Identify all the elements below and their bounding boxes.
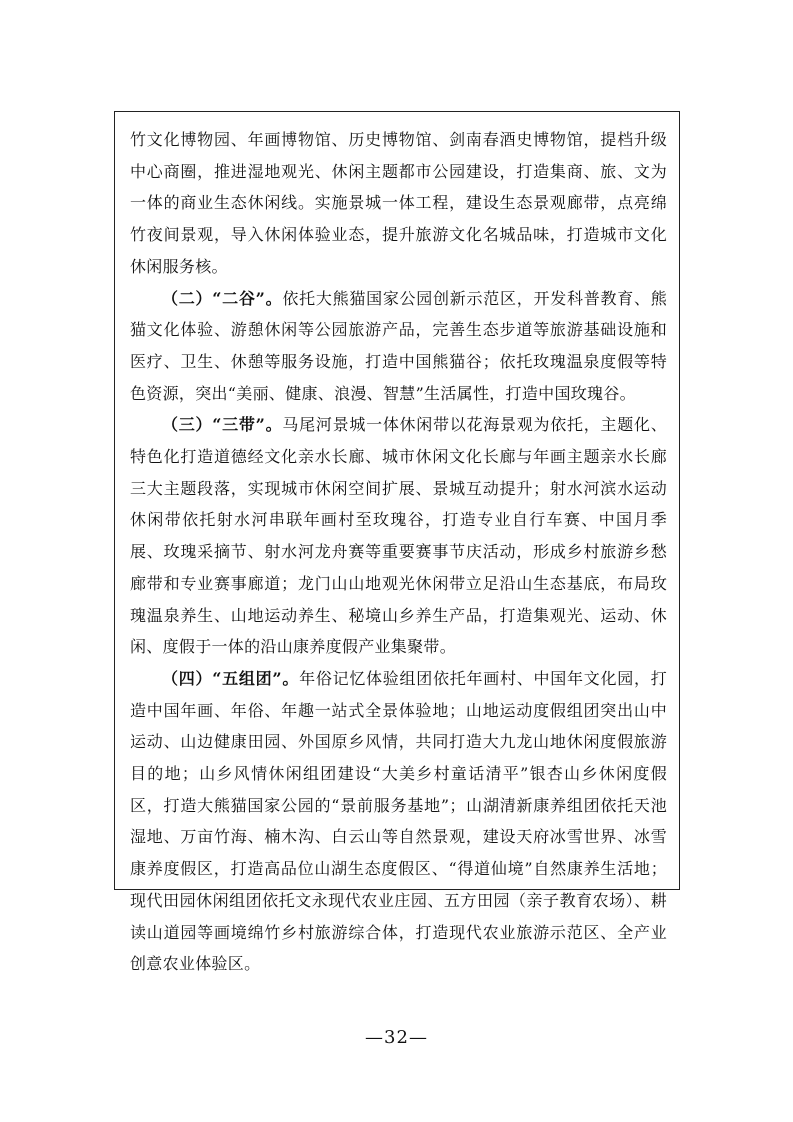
- paragraph-five-clusters: [130, 663, 667, 980]
- paragraph-body: 依托大熊猫国家公园创新示范区，开发科普教育、熊猫文化体验、游憩休闲等公园旅游产品，完善生态步道等旅游基础设施和医疗、卫生、休憩等服务设施，打造中国熊猫谷；依托玫瑰温泉度假等特色资源，突出“美丽、健康、浪漫、智慧”生活属性，打造中国玫瑰谷。: [130, 288, 667, 403]
- paragraph-continuation: [130, 124, 667, 283]
- paragraph-three-belts: [130, 409, 667, 663]
- paragraph-heading: （四）“五组团”。: [162, 668, 300, 688]
- paragraph-body: 马尾河景城一体休闲带以花海景观为依托，主题化、特色化打造道德经文化亲水长廊、城市休闲文化长廊与年画主题亲水长廊三大主题段落，实现城市休闲空间扩展、景城互动提升；射水河滨水运动休闲带依托射水河串联年画村至玫瑰谷，打造专业自行车赛、中国月季展、玫瑰采摘节、射水河龙舟赛等重要赛事节庆活动，形成乡村旅游乡愁廊带和专业赛事廊道；龙门山山地观光休闲带立足沿山生态基底，布局玫瑰温泉养生、山地运动养生、秘境山乡养生产品，打造集观光、运动、休闲、度假于一体的沿山康养度假产业集聚带。: [130, 415, 667, 657]
- bordered-text-box: [114, 111, 680, 974]
- paragraph-two-valleys: [130, 283, 667, 410]
- paragraph-heading: （三）“三带”。: [162, 415, 283, 435]
- paragraph-body: 竹文化博物园、年画博物馆、历史博物馆、剑南春酒史博物馆，提档升级中心商圈，推进湿地观光、休闲主题都市公园建设，打造集商、旅、文为一体的商业生态休闲线。实施景城一体工程，建设生态景观廊带，点亮绵竹夜间景观，导入休闲体验业态，提升旅游文化名城品味，打造城市文化休闲服务核。: [130, 130, 667, 276]
- paragraph-heading: （二）“二谷”。: [162, 288, 283, 308]
- paragraph-body: 年俗记忆体验组团依托年画村、中国年文化园，打造中国年画、年俗、年趣一站式全景体验地；山地运动度假组团突出山中运动、山边健康田园、外国原乡风情，共同打造大九龙山地休闲度假旅游目的地；山乡风情休闲组团建设“大美乡村童话清平”银杏山乡休闲度假区，打造大熊猫国家公园的“景前服务基地”；山湖清新康养组团依托天池湿地、万亩竹海、楠木沟、白云山等自然景观，建设天府冰雪世界、冰雪康养度假区，打造高品位山湖生态度假区、“得道仙境”自然康养生活地；现代田园休闲组团依托文永现代农业庄园、五方田园（亲子教育农场）、耕读山道园等画境绵竹乡村旅游综合体，打造现代农业旅游示范区、全产业创意农业体验区。: [130, 668, 667, 974]
- page-number: —32—: [365, 1027, 428, 1048]
